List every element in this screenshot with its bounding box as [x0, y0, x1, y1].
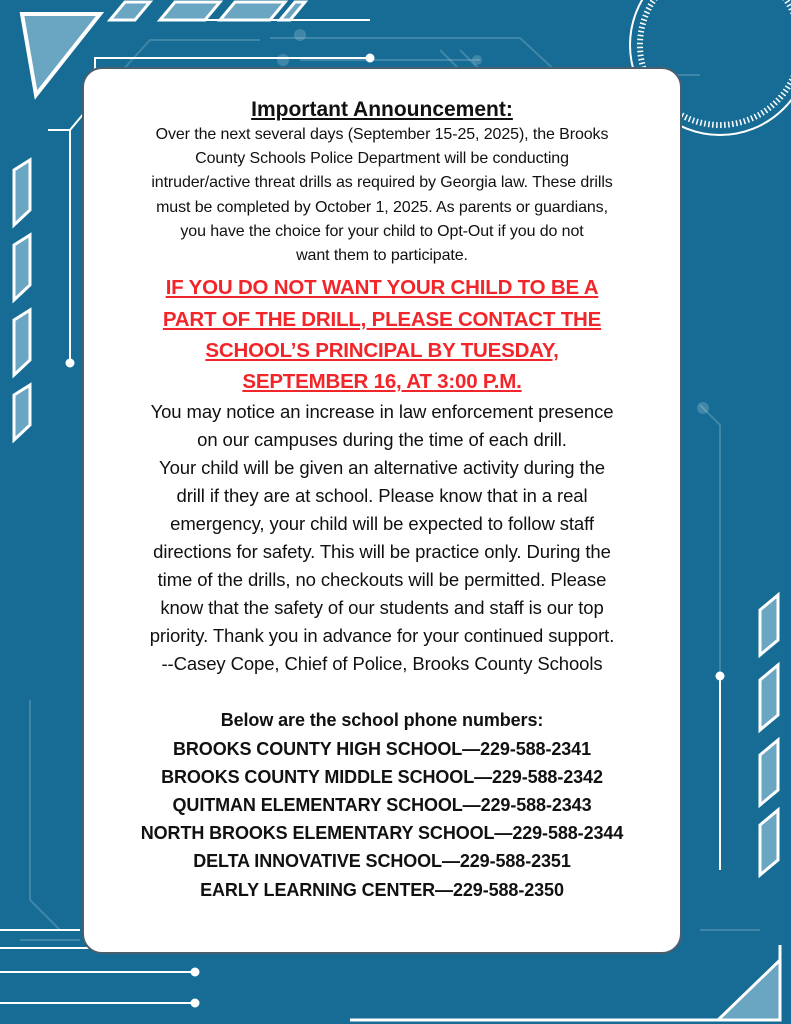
signature-line: --Casey Cope, Chief of Police, Brooks County Schools [161, 653, 603, 675]
intro-line: Over the next several days (September 15-25, 2025), the Brooks [155, 126, 609, 143]
body-line: You may notice an increase in law enforcement presence [150, 401, 614, 423]
intro-line: must be completed by October 1, 2025. As parents or guardians, [156, 198, 608, 216]
intro-line: intruder/active threat drills as required by Georgia law. These drills [151, 174, 613, 192]
phone-item: DELTA INNOVATIVE SCHOOL—229-588-2351 [193, 851, 571, 872]
opt-out-notice [84, 272, 680, 397]
notice-line: PART OF THE DRILL, PLEASE CONTACT THE [162, 307, 602, 331]
body-paragraph [84, 398, 680, 678]
intro-paragraph [84, 123, 680, 268]
phone-list-heading: Below are the school phone numbers: [220, 710, 544, 731]
phone-item: NORTH BROOKS ELEMENTARY SCHOOL—229-588-2344 [140, 823, 624, 844]
body-line: priority. Thank you in advance for your continued support. [149, 625, 615, 647]
body-line: directions for safety. This will be practice only. During the [153, 541, 611, 563]
phone-list [84, 706, 680, 903]
announcement-card [82, 67, 682, 954]
intro-line: you have the choice for your child to Opt-Out if you do not [180, 222, 584, 240]
notice-line: SCHOOL’S PRINCIPAL BY TUESDAY, [205, 338, 559, 362]
body-line: drill if they are at school. Please know that in a real [176, 485, 588, 507]
notice-line: IF YOU DO NOT WANT YOUR CHILD TO BE A [165, 276, 599, 300]
intro-line: County Schools Police Department will be conducting [195, 150, 569, 168]
body-line: on our campuses during the time of each drill. [197, 429, 567, 451]
body-line: know that the safety of our students and staff is our top [160, 597, 604, 619]
body-line: time of the drills, no checkouts will be permitted. Please [157, 569, 607, 591]
phone-item: BROOKS COUNTY HIGH SCHOOL—229-588-2341 [173, 738, 591, 759]
body-line: Your child will be given an alternative activity during the [159, 457, 605, 479]
announcement-title: Important Announcement: [251, 98, 513, 121]
phone-item: EARLY LEARNING CENTER—229-588-2350 [200, 879, 564, 900]
notice-line: SEPTEMBER 16, AT 3:00 P.M. [242, 370, 522, 394]
intro-line: want them to participate. [296, 247, 468, 265]
phone-item: BROOKS COUNTY MIDDLE SCHOOL—229-588-2342 [161, 766, 603, 787]
phone-item: QUITMAN ELEMENTARY SCHOOL—229-588-2343 [172, 795, 592, 816]
body-line: emergency, your child will be expected to follow staff [170, 513, 594, 535]
